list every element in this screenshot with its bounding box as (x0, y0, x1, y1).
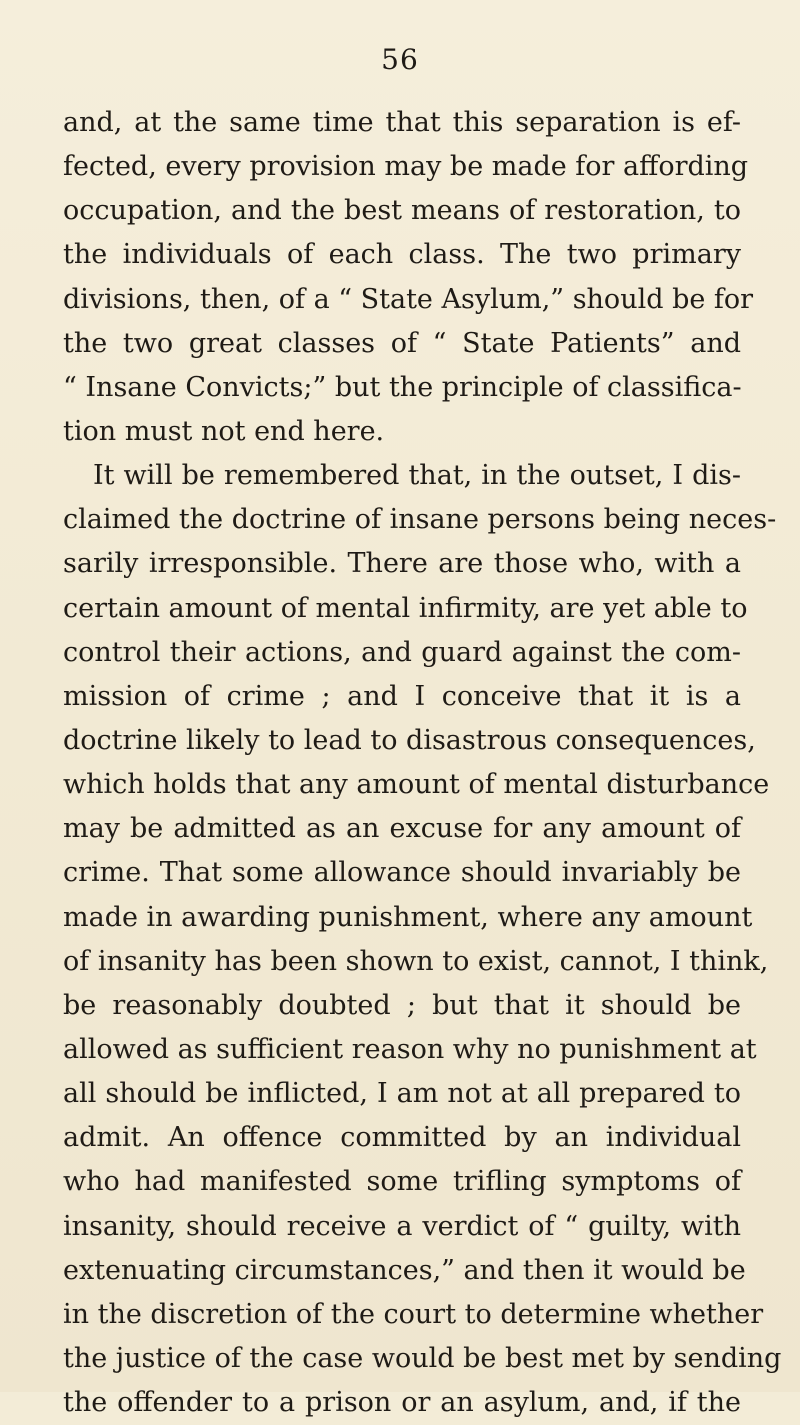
text-line: “ Insane Convicts;” but the principle of classifica- (63, 371, 742, 403)
text-line: doctrine likely to lead to disastrous consequences, (63, 724, 756, 756)
text-line: It will be remembered that, in the outset, I dis- (93, 460, 741, 492)
text-line: divisions, then, of a “ State Asylum,” should be for (63, 283, 754, 315)
text-line: which holds that any amount of mental disturbance (63, 769, 770, 801)
body-text (63, 101, 782, 1425)
text-line: the justice of the case would be best met by sending (63, 1342, 782, 1374)
text-line: may be admitted as an excuse for any amount of (63, 813, 741, 845)
text-line: mission of crime ; and I conceive that it is a (63, 680, 741, 712)
text-line: the two great classes of “ State Patients” and (63, 327, 741, 359)
text-line: crime. That some allowance should invariably be (63, 857, 741, 889)
text-line: certain amount of mental infirmity, are yet able to (63, 592, 748, 624)
text-line: be reasonably doubted ; but that it should be (63, 989, 741, 1021)
text-line: fected, every provision may be made for affording (63, 151, 749, 183)
text-line: the individuals of each class. The two primary (63, 239, 741, 271)
text-line: all should be inflicted, I am not at all prepared to (63, 1078, 741, 1110)
text-line: and, at the same time that this separation is ef- (63, 107, 741, 138)
text-line: control their actions, and guard against the com- (63, 636, 741, 668)
text-line: of insanity has been shown to exist, cannot, I think, (63, 945, 769, 977)
text-line: claimed the doctrine of insane persons being neces- (63, 504, 777, 536)
text-line: extenuating circumstances,” and then it would be (63, 1254, 746, 1286)
text-line: allowed as sufficient reason why no punishment at (63, 1033, 757, 1065)
text-line: occupation, and the best means of restoration, to (63, 195, 741, 227)
text-line: made in awarding punishment, where any amount (63, 901, 753, 933)
text-line: insanity, should receive a verdict of “ guilty, with (63, 1210, 741, 1242)
text-line: tion must not end here. (63, 415, 385, 447)
text-line: in the discretion of the court to determine whether (63, 1298, 764, 1330)
text-line: admit. An offence committed by an individual (63, 1122, 741, 1154)
text-line: who had manifested some trifling symptoms of (63, 1166, 741, 1198)
page-number: 56 (381, 43, 419, 76)
text-line: the offender to a prison or an asylum, and, if the (63, 1387, 741, 1419)
text-line: sarily irresponsible. There are those who, with a (63, 548, 741, 580)
